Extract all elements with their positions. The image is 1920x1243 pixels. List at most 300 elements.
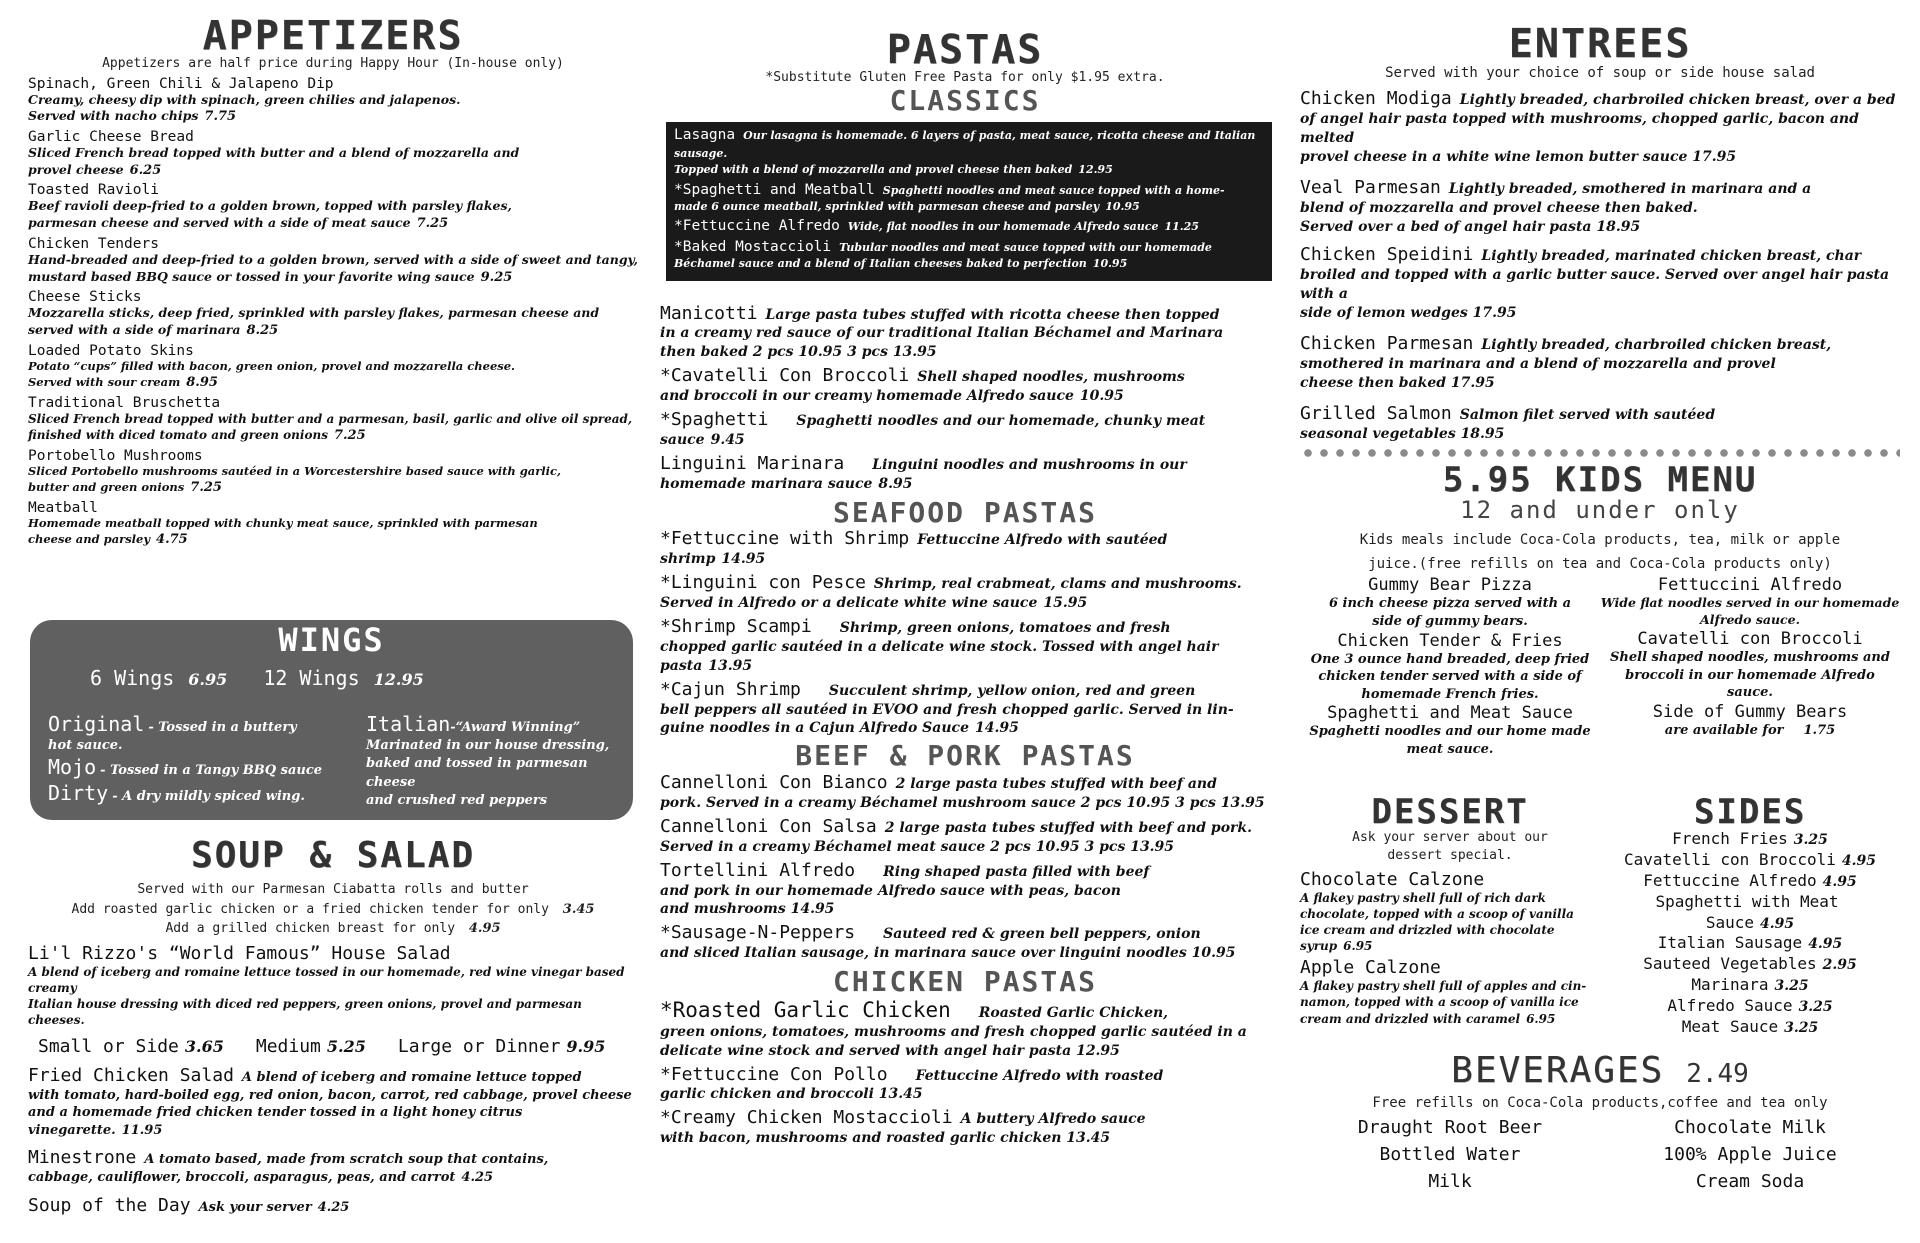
menu-item: [28, 236, 638, 286]
item-desc: A buttery Alfredo sauce: [960, 1111, 1146, 1128]
item-desc: Béchamel sauce and a blend of Italian cheeses baked to perfection: [674, 257, 1087, 271]
item-desc: Served in Alfredo or a delicate white wine sauce: [660, 595, 1038, 612]
item-desc: Lightly breaded, charbroiled chicken breast, over a bed: [1459, 92, 1896, 109]
item-desc: and broccoli in our creamy homemade Alfredo sauce: [660, 388, 1074, 405]
side-item: [1600, 829, 1900, 850]
item-desc: A flakey pastry shell full of rich dark: [1300, 890, 1546, 905]
soup-salad-title: SOUP & SALAD: [190, 835, 476, 876]
pastas-note: *Substitute Gluten Free Pasta for only $1.95 extra.: [765, 70, 1165, 85]
wing-flavor-desc: - A dry mildly spiced wing.: [112, 788, 305, 804]
appetizers-title: APPETIZERS: [202, 13, 464, 59]
sides-title: SIDES: [1693, 792, 1807, 833]
column-middle: [660, 0, 1270, 1151]
item-name: Cannelloni Con Salsa: [660, 815, 877, 837]
side-name: Sauteed Vegetables: [1643, 954, 1817, 974]
kids-items-left: [1300, 575, 1600, 758]
item-price: 7.25: [190, 480, 222, 496]
menu-item: [660, 409, 1270, 450]
item-desc: and mushrooms 14.95: [660, 901, 835, 918]
soup-salad-note: Add roasted garlic chicken or a fried chicken tender for only: [71, 901, 549, 917]
item-name: Cavatelli con Broccoli: [1637, 629, 1863, 650]
item-price: 7.25: [333, 427, 366, 443]
kids-note: juice.(free refills on tea and Coca-Cola products only): [1368, 556, 1832, 573]
item-name: Portobello Mushrooms: [28, 447, 203, 464]
item-desc: Shell shaped noodles, mushrooms: [917, 369, 1185, 386]
wings-size-6: 6 Wings: [90, 666, 175, 690]
item-desc: butter and green onions: [28, 480, 185, 495]
wing-flavor-desc: - Tossed in a buttery: [148, 720, 297, 735]
wing-flavor-desc: hot sauce.: [48, 738, 123, 754]
item-desc: smothered in marinara and a blend of mozzarella and provel: [1300, 355, 1776, 372]
item-desc: and sliced Italian sausage, in marinara sauce over linguini noodles 10.95: [660, 945, 1236, 962]
item-desc: broccoli in our homemade Alfredo sauce.: [1625, 667, 1875, 701]
wings-size-12: 12 Wings: [263, 666, 360, 690]
dessert-note: Ask your server about our: [1352, 830, 1548, 846]
menu-item: [660, 572, 1270, 613]
item-desc: Spaghetti noodles and meat sauce topped with a home-: [882, 183, 1225, 197]
classics-box: [666, 122, 1272, 280]
item-desc: with tomato, hard-boiled egg, red onion, bacon, carrot, red cabbage, provel cheese: [28, 1087, 632, 1103]
side-price: 4.95: [1808, 936, 1843, 953]
item-price: 9.45: [710, 431, 745, 448]
menu-item: [28, 76, 638, 126]
item-name: Veal Parmesan: [1300, 176, 1441, 198]
item-desc: of angel hair pasta topped with mushrooms, chopped garlic, bacon and melted: [1300, 111, 1859, 146]
item-name: *Baked Mostaccioli: [674, 239, 832, 256]
item-desc: cabbage, cauliflower, broccoli, asparagus, peas, and carrot: [28, 1169, 456, 1185]
item-desc: Ask your server: [198, 1199, 312, 1215]
item-desc: homemade marinara sauce: [660, 475, 873, 492]
item-desc: A blend of iceberg and romaine lettuce topped: [241, 1070, 582, 1086]
item-name: Cheese Sticks: [28, 289, 142, 306]
chicken-title: CHICKEN PASTAS: [832, 965, 1097, 999]
menu-item: [28, 1147, 638, 1186]
beverages-title: BEVERAGES: [1451, 1050, 1665, 1092]
menu-item: [660, 772, 1270, 813]
side-item: [1600, 850, 1900, 871]
dessert-sides-row: [1300, 792, 1900, 1053]
item-desc: side of lemon wedges 17.95: [1300, 305, 1517, 322]
item-name: Tortellini Alfredo: [660, 859, 856, 881]
wing-flavor-desc: Marinated in our house dressing,: [366, 738, 610, 754]
menu-item: [1300, 88, 1900, 167]
item-name: Toasted Ravioli: [28, 182, 159, 199]
item-name: *Sausage-N-Peppers: [660, 922, 856, 944]
item-price: 10.95: [1079, 388, 1124, 405]
menu-item: [660, 922, 1270, 963]
item-desc: Potato “cups” filled with bacon, green onion, provel and mozzarella cheese.: [28, 358, 516, 373]
kids-subtitle: 12 and under only: [1460, 496, 1740, 525]
item-desc: Hand-breaded and deep-fried to a golden brown, served with a side of sweet and tangy,: [28, 251, 638, 267]
item-name: Chocolate Calzone: [1300, 868, 1485, 890]
menu-item: [660, 303, 1270, 363]
side-price: 3.25: [1793, 832, 1828, 849]
addon-price: 3.45: [562, 901, 595, 917]
menu-item: [660, 616, 1270, 676]
item-desc: chopped garlic sautéed in a delicate wine stock. Tossed with angel hair: [660, 638, 1219, 655]
item-price: 7.75: [204, 109, 237, 125]
item-price: 14.95: [974, 720, 1019, 737]
item-desc: meat sauce.: [1406, 741, 1494, 757]
side-name: French Fries: [1672, 829, 1788, 849]
beverage-item: Milk: [1428, 1171, 1472, 1193]
menu-item: [1300, 177, 1900, 237]
size-large-label: Large or Dinner: [397, 1036, 561, 1058]
menu-item: [660, 998, 1270, 1061]
item-name: Lasagna: [674, 127, 736, 144]
item-name: *Roasted Garlic Chicken: [660, 997, 951, 1022]
item-desc: then baked 2 pcs 10.95 3 pcs 13.95: [660, 344, 937, 361]
item-desc: 2 large pasta tubes stuffed with beef and pork.: [884, 819, 1253, 836]
item-desc: Lightly breaded, marinated chicken breast, char: [1481, 248, 1862, 265]
menu-item: [660, 365, 1270, 406]
item-name: Linguini Marinara: [660, 452, 845, 474]
beverages-right: [1600, 1114, 1900, 1195]
menu-item: [660, 528, 1270, 569]
item-desc: Lightly breaded, smothered in marinara and a: [1448, 180, 1812, 197]
beverage-item: Cream Soda: [1695, 1171, 1805, 1193]
side-price: 2.95: [1822, 957, 1857, 974]
size-medium-label: Medium: [255, 1036, 321, 1058]
column-left: [28, 0, 638, 552]
item-name: Soup of the Day: [28, 1194, 191, 1216]
side-name: Cavatelli con Broccoli: [1623, 850, 1836, 870]
menu-item: [660, 1064, 1270, 1105]
side-name: Alfredo Sauce: [1667, 995, 1793, 1015]
beverages-price: 2.49: [1686, 1059, 1749, 1090]
wings-price-6: 6.95: [188, 670, 228, 689]
side-item: [1600, 871, 1900, 892]
size-medium-price: 5.25: [326, 1037, 366, 1057]
item-desc: sauce: [660, 431, 705, 448]
item-price: 6.95: [1343, 939, 1373, 954]
beverages-note: Free refills on Coca-Cola products,coffee and tea only: [1372, 1095, 1828, 1112]
wing-flavor-dirty: Dirty: [48, 780, 109, 805]
item-desc: Alfredo sauce.: [1700, 612, 1800, 628]
item-price: 11.95: [121, 1122, 163, 1138]
kids-items: [1300, 575, 1900, 785]
item-desc: Sauteed red & green bell peppers, onion: [883, 926, 1201, 943]
beverages-section: [1300, 1050, 1900, 1198]
beverages-list: [1300, 1114, 1900, 1198]
menu-item: [660, 453, 1270, 494]
item-desc: Linguini noodles and mushrooms in our: [872, 456, 1187, 473]
item-desc: namon, topped with a scoop of vanilla ice: [1300, 995, 1579, 1010]
item-name: *Shrimp Scampi: [660, 615, 812, 637]
item-price: 8.25: [246, 323, 279, 339]
entrees-title: ENTREES: [1508, 21, 1692, 67]
item-desc: pasta: [660, 657, 703, 674]
seafood-title: SEAFOOD PASTAS: [832, 495, 1097, 529]
item-desc: Served with nacho chips: [28, 108, 199, 124]
item-desc: finished with diced tomato and green onions: [28, 427, 328, 442]
item-desc: Served over a bed of angel hair pasta 18.95: [1300, 218, 1641, 235]
item-desc: served with a side of marinara: [28, 322, 241, 338]
kids-title: 5.95 KIDS MENU: [1442, 460, 1758, 501]
menu-item: [1300, 244, 1900, 323]
beverages-left: [1300, 1114, 1600, 1195]
item-desc: Homemade meatball topped with chunky meat sauce, sprinkled with parmesan: [28, 515, 538, 530]
item-name: Manicotti: [660, 302, 758, 324]
side-price: 3.25: [1774, 977, 1809, 994]
dessert-note: dessert special.: [1387, 847, 1513, 863]
menu-item: [1300, 333, 1900, 393]
wing-flavor-mojo: Mojo: [48, 755, 97, 780]
appetizers-section: [28, 13, 638, 549]
item-name: Garlic Cheese Bread: [28, 129, 194, 146]
item-desc: in a creamy red sauce of our traditional Italian Béchamel and Marinara: [660, 325, 1224, 342]
item-desc: Beef ravioli deep-fried to a golden brown, topped with parsley flakes,: [28, 198, 512, 214]
item-desc: Spaghetti noodles and our home made: [1309, 724, 1591, 740]
side-price: 4.95: [1760, 915, 1795, 932]
item-desc: Spaghetti noodles and our homemade, chunky meat: [796, 413, 1206, 430]
menu-item: [28, 395, 638, 445]
item-desc: Italian house dressing with diced red peppers, green onions, provel and parmesan cheeses.: [28, 996, 582, 1028]
item-desc: pork. Served in a creamy Béchamel mushroom sauce 2 pcs 10.95 3 pcs 13.95: [660, 794, 1265, 811]
wings-section: [30, 620, 633, 820]
beverage-item: 100% Apple Juice: [1663, 1144, 1837, 1166]
side-price: 3.25: [1798, 998, 1833, 1015]
side-price: 4.95: [1841, 853, 1877, 870]
side-item: [1600, 954, 1900, 975]
soup-salad-section: [28, 835, 638, 1219]
menu-item: [660, 816, 1270, 857]
item-desc: ice cream and drizzled with chocolate: [1300, 922, 1555, 937]
item-desc: Wide flat noodles served in our homemade: [1600, 595, 1900, 611]
salad-sizes: [38, 1036, 638, 1057]
item-name: Gummy Bear Pizza: [1368, 575, 1532, 596]
wing-flavor-desc: and crushed red peppers: [366, 792, 548, 808]
wing-flavor-desc: -“Award Winning”: [450, 720, 581, 735]
item-desc: homemade French fries.: [1361, 686, 1539, 702]
wings-title: WINGS: [278, 621, 385, 659]
item-price: 4.25: [317, 1199, 350, 1215]
item-desc: One 3 ounce hand breaded, deep fried: [1310, 651, 1590, 667]
menu-item: [674, 238, 1264, 271]
item-price: 11.25: [1164, 220, 1199, 234]
item-desc: bell peppers all sautéed in EVOO and fresh chopped garlic. Served in lin-: [660, 701, 1234, 718]
item-price: 1.75: [1803, 722, 1836, 738]
entrees-note: Served with your choice of soup or side house salad: [1385, 65, 1815, 81]
item-name: Apple Calzone: [1300, 957, 1441, 979]
item-name: *Linguini con Pesce: [660, 572, 866, 594]
menu-item: [1300, 575, 1600, 630]
item-price: 14.95: [721, 551, 766, 568]
side-name: Sauce: [1705, 912, 1755, 932]
menu-item: [1300, 631, 1600, 704]
item-price: 10.95: [1105, 199, 1140, 213]
soup-salad-note: Add a grilled chicken breast for only: [165, 921, 456, 936]
item-desc: syrup: [1300, 939, 1338, 954]
wings-flavors-right: [366, 712, 626, 810]
menu-item: [28, 129, 638, 179]
item-name: Spinach, Green Chili & Jalapeno Dip: [28, 75, 334, 92]
menu-item: [1300, 957, 1600, 1027]
item-name: Fettuccini Alfredo: [1657, 575, 1843, 596]
item-desc: made 6 ounce meatball, sprinkled with parmesan cheese and parsley: [674, 199, 1100, 213]
item-name: Grilled Salmon: [1300, 402, 1452, 424]
item-name: Side of Gummy Bears: [1652, 701, 1848, 722]
item-desc: Fettuccine Alfredo with roasted: [915, 1067, 1164, 1084]
column-right: [1300, 0, 1900, 1198]
wings-flavors-left: [48, 712, 348, 806]
kids-items-right: [1600, 575, 1900, 739]
item-name: Chicken Speidini: [1300, 244, 1474, 266]
menu-item: [674, 181, 1264, 214]
item-price: 4.25: [461, 1169, 494, 1185]
item-price: 6.95: [1526, 1011, 1556, 1026]
item-desc: with bacon, mushrooms and roasted garlic chicken 13.45: [660, 1130, 1111, 1147]
menu-item: [660, 1107, 1270, 1148]
item-desc: A flakey pastry shell full of apples and cin-: [1300, 979, 1587, 994]
item-desc: Our lasagna is homemade. 6 layers of pasta, meat sauce, ricotta cheese and Italian sausage.: [674, 129, 1256, 161]
size-small-label: Small or Side: [38, 1036, 179, 1058]
item-desc: Roasted Garlic Chicken,: [978, 1004, 1169, 1021]
wing-flavor-desc: baked and tossed in parmesan cheese: [366, 756, 588, 790]
item-name: *Spaghetti and Meatball: [674, 181, 875, 198]
item-name: *Cavatelli Con Broccoli: [660, 365, 910, 387]
menu-item: [1600, 629, 1900, 702]
item-name: Cannelloni Con Bianco: [660, 772, 888, 794]
menu-item: [28, 500, 638, 549]
item-desc: Shrimp, green onions, tomatoes and fresh: [839, 619, 1171, 636]
addon-price: 4.95: [468, 921, 501, 936]
item-desc: Fettuccine Alfredo with sautéed: [917, 532, 1168, 549]
menu-item: [660, 860, 1270, 920]
item-desc: provel cheese: [28, 161, 124, 177]
side-item: [1600, 892, 1900, 913]
item-price: 9.25: [480, 269, 513, 285]
item-name: Fried Chicken Salad: [28, 1065, 234, 1087]
item-desc: Lightly breaded, charbroiled chicken breast,: [1481, 336, 1832, 353]
item-price: 4.75: [156, 532, 188, 548]
item-name: *Spaghetti: [660, 409, 769, 431]
item-desc: cheese and parsley: [28, 532, 151, 547]
side-item: [1600, 975, 1900, 996]
item-name: *Fettuccine with Shrimp: [660, 528, 910, 550]
menu-item: [28, 1195, 638, 1217]
item-desc: Sliced French bread topped with butter and a parmesan, basil, garlic and olive oil spread,: [28, 411, 633, 426]
item-name: Chicken Parmesan: [1300, 332, 1474, 354]
item-name: Minestrone: [28, 1147, 137, 1169]
item-price: 7.25: [416, 216, 449, 232]
menu-item: [674, 126, 1264, 177]
item-name: Chicken Tenders: [28, 235, 159, 252]
item-price: 6.25: [129, 162, 162, 178]
item-name: *Creamy Chicken Mostaccioli: [660, 1107, 953, 1129]
size-large-price: 9.95: [566, 1037, 606, 1057]
menu-item: [660, 679, 1270, 739]
item-desc: Large pasta tubes stuffed with ricotta cheese then topped: [765, 306, 1220, 323]
beverage-item: Chocolate Milk: [1674, 1117, 1826, 1139]
side-name: Fettuccine Alfredo: [1643, 871, 1817, 890]
classics-title: CLASSICS: [889, 83, 1041, 117]
menu-item: [674, 217, 1264, 235]
item-desc: side of gummy bears.: [1372, 613, 1528, 629]
menu-item: [1600, 702, 1900, 740]
item-desc: blend of mozzarella and provel cheese then baked.: [1300, 199, 1698, 216]
item-price: 8.95: [878, 475, 913, 492]
beverage-item: Bottled Water: [1379, 1144, 1521, 1166]
size-small-price: 3.65: [184, 1037, 224, 1057]
beefpork-title: BEEF & PORK PASTAS: [795, 739, 1135, 773]
item-desc: green onions, tomatoes, mushrooms and fresh chopped garlic sautéed in a: [660, 1023, 1247, 1040]
wing-flavor-desc: - Tossed in a Tangy BBQ sauce: [100, 763, 323, 779]
item-name: Spaghetti and Meat Sauce: [1327, 703, 1573, 724]
item-desc: 2 large pasta tubes stuffed with beef and: [895, 776, 1217, 793]
soup-salad-note: Served with our Parmesan Ciabatta rolls and butter: [137, 882, 529, 897]
menu-item: [1300, 703, 1600, 758]
item-desc: Shrimp, real crabmeat, clams and mushrooms.: [873, 576, 1242, 593]
item-desc: mustard based BBQ sauce or tossed in your favorite wing sauce: [28, 268, 475, 284]
item-desc: cheese then baked 17.95: [1300, 374, 1495, 391]
menu-item: [28, 289, 638, 339]
item-desc: Mozzarella sticks, deep fried, sprinkled with parsley flakes, parmesan cheese and: [28, 305, 600, 321]
item-desc: Creamy, cheesy dip with spinach, green chilies and jalapenos.: [28, 91, 461, 107]
item-desc: Ring shaped pasta filled with beef: [883, 863, 1150, 880]
kids-note: Kids meals include Coca-Cola products, tea, milk or apple: [1359, 531, 1841, 548]
menu-item: [28, 943, 638, 1058]
item-desc: Served in a creamy Béchamel meat sauce 2 pcs 10.95 3 pcs 13.95: [660, 838, 1175, 855]
item-desc: broiled and topped with a garlic butter sauce. Served over angel hair pasta with a: [1300, 267, 1890, 303]
item-desc: Sliced Portobello mushrooms sautéed in a Worcestershire based sauce with garlic,: [28, 463, 562, 478]
item-desc: shrimp: [660, 551, 716, 568]
menu-item: [1600, 575, 1900, 629]
side-item: [1600, 1017, 1900, 1038]
item-desc: Succulent shrimp, yellow onion, red and green: [828, 682, 1196, 699]
item-desc: Tubular noodles and meat sauce topped with our homemade: [839, 241, 1212, 255]
dessert-section: [1300, 792, 1600, 1029]
item-desc: Wide, flat noodles in our homemade Alfredo sauce: [847, 220, 1159, 234]
side-price: 3.25: [1784, 1019, 1819, 1036]
item-desc: Topped with a blend of mozzarella and provel cheese then baked: [674, 163, 1073, 177]
item-desc: 6 inch cheese pizza served with a: [1328, 596, 1572, 612]
beverage-item: Draught Root Beer: [1357, 1117, 1543, 1139]
item-name: Chicken Tender & Fries: [1337, 630, 1563, 651]
item-desc: seasonal vegetables 18.95: [1300, 425, 1505, 442]
item-name: Chicken Modiga: [1300, 88, 1452, 110]
item-desc: Served with sour cream: [28, 375, 181, 390]
item-name: Traditional Bruschetta: [28, 394, 221, 411]
item-name: *Fettuccine Con Pollo: [660, 1063, 888, 1085]
item-desc: chicken tender served with a side of: [1318, 669, 1582, 685]
wing-flavor-original: Original: [48, 712, 145, 736]
item-price: 12.95: [1078, 163, 1113, 177]
item-price: 13.95: [708, 657, 753, 674]
dessert-title: DESSERT: [1371, 792, 1529, 833]
item-desc: Sliced French bread topped with butter and a blend of mozzarella and: [28, 145, 520, 161]
item-desc: A blend of iceberg and romaine lettuce tossed in our homemade, red wine vinegar based creamy: [28, 964, 625, 995]
menu-item: [28, 1065, 638, 1139]
wings-price-12: 12.95: [373, 670, 424, 689]
wing-flavor-italian: Italian: [366, 712, 451, 736]
side-item: [1600, 996, 1900, 1017]
item-desc: parmesan cheese and served with a side of meat sauce: [28, 215, 411, 231]
menu-item: [1300, 403, 1900, 444]
side-name: Meat Sauce: [1681, 1016, 1779, 1036]
appetizers-note: Appetizers are half price during Happy Hour (In-house only): [102, 56, 564, 71]
menu-item: [28, 448, 638, 497]
item-desc: and pork in our homemade Alfredo sauce with peas, bacon: [660, 882, 1121, 899]
item-desc: and a homemade fried chicken tender tossed in a light honey citrus vinegarette.: [28, 1105, 523, 1138]
wings-sizes: [90, 666, 633, 690]
item-desc: guine noodles in a Cajun Alfredo Sauce: [660, 720, 969, 737]
item-desc: garlic chicken and broccoli 13.45: [660, 1086, 923, 1103]
menu-item: [28, 343, 638, 392]
item-desc: provel cheese in a white wine lemon butter sauce 17.95: [1300, 148, 1737, 165]
item-desc: chocolate, topped with a scoop of vanilla: [1300, 906, 1574, 921]
item-desc: Salmon filet served with sautéed: [1459, 406, 1716, 423]
